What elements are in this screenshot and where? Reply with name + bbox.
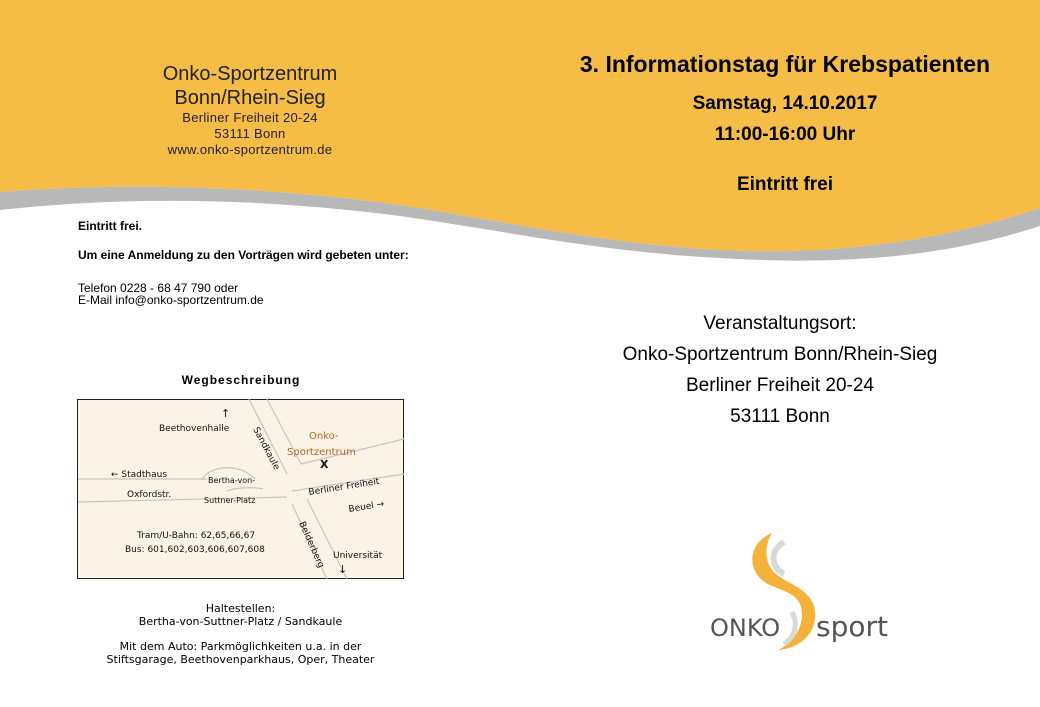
map-beuel: Beuel →: [347, 499, 385, 515]
venue-name: Onko-Sportzentrum Bonn/Rhein-Sieg: [622, 344, 938, 365]
org-name-line1: Onko-Sportzentrum: [162, 63, 338, 85]
onko-sport-logo: [700, 528, 900, 658]
directions-map: [77, 399, 404, 579]
map-arrow-down: ↓: [338, 563, 348, 576]
map-arrow-up: ↑: [221, 407, 231, 420]
info-phone: Telefon 0228 - 68 47 790 oder: [78, 281, 239, 295]
venue-label: Veranstaltungsort:: [703, 313, 857, 334]
map-onko-line2: Sportzentrum: [287, 447, 356, 458]
event-time: 11:00-16:00 Uhr: [714, 124, 856, 145]
org-city: 53111 Bonn: [214, 126, 286, 141]
car-info-line1: Mit dem Auto: Parkmöglichkeiten u.a. in der: [119, 640, 362, 653]
directions-title: Wegbeschreibung: [181, 373, 301, 387]
map-transit-bus: Bus: 601,602,603,606,607,608: [125, 545, 265, 555]
map-bertha-line2: Suttner-Platz: [204, 496, 256, 505]
car-info-line2: Stiftsgarage, Beethovenparkhaus, Oper, Theater: [106, 653, 375, 666]
registration-info: [78, 220, 438, 306]
org-website[interactable]: www.onko-sportzentrum.de: [167, 142, 333, 157]
map-transit-tram: Tram/U-Bahn: 62,65,66,67: [137, 531, 256, 541]
map-oxfordstr: Oxfordstr.: [127, 490, 172, 500]
map-berliner-freiheit: Berliner Freiheit: [307, 476, 381, 498]
venue-block: [570, 308, 990, 432]
map-belderberg: Belderberg: [296, 520, 326, 570]
stops-list: Bertha-von-Suttner-Platz / Sandkaule: [138, 615, 343, 628]
event-title: 3. Informationstag für Krebspatienten: [579, 51, 991, 77]
map-onko-line1: Onko-: [309, 431, 339, 442]
event-heading: [540, 50, 1030, 196]
venue-city: 53111 Bonn: [730, 406, 830, 427]
map-universitaet: Universität: [333, 551, 383, 561]
map-location-marker: X: [320, 458, 329, 471]
info-entry: Eintritt frei.: [78, 219, 143, 233]
map-sandkaule: Sandkaule: [250, 425, 282, 472]
org-name-line2: Bonn/Rhein-Sieg: [174, 87, 326, 109]
info-email[interactable]: E-Mail info@onko-sportzentrum.de: [78, 293, 264, 307]
organizer-address: [100, 62, 400, 158]
info-registration: Um eine Anmeldung zu den Vorträgen wird gebeten unter:: [78, 248, 409, 262]
transit-stops: [77, 602, 404, 666]
map-beethovenhalle: Beethovenhalle: [159, 424, 230, 434]
logo-word-onko: ONKO: [710, 614, 781, 642]
event-entry: Eintritt frei: [736, 174, 834, 195]
org-street: Berliner Freiheit 20-24: [182, 110, 318, 125]
logo-word-sport: sport: [816, 610, 888, 643]
map-stadthaus: ← Stadthaus: [111, 470, 168, 480]
map-bertha-line1: Bertha-von-: [208, 476, 256, 485]
venue-street: Berliner Freiheit 20-24: [686, 375, 874, 396]
event-date: Samstag, 14.10.2017: [692, 93, 878, 114]
stops-label: Haltestellen:: [205, 602, 276, 615]
